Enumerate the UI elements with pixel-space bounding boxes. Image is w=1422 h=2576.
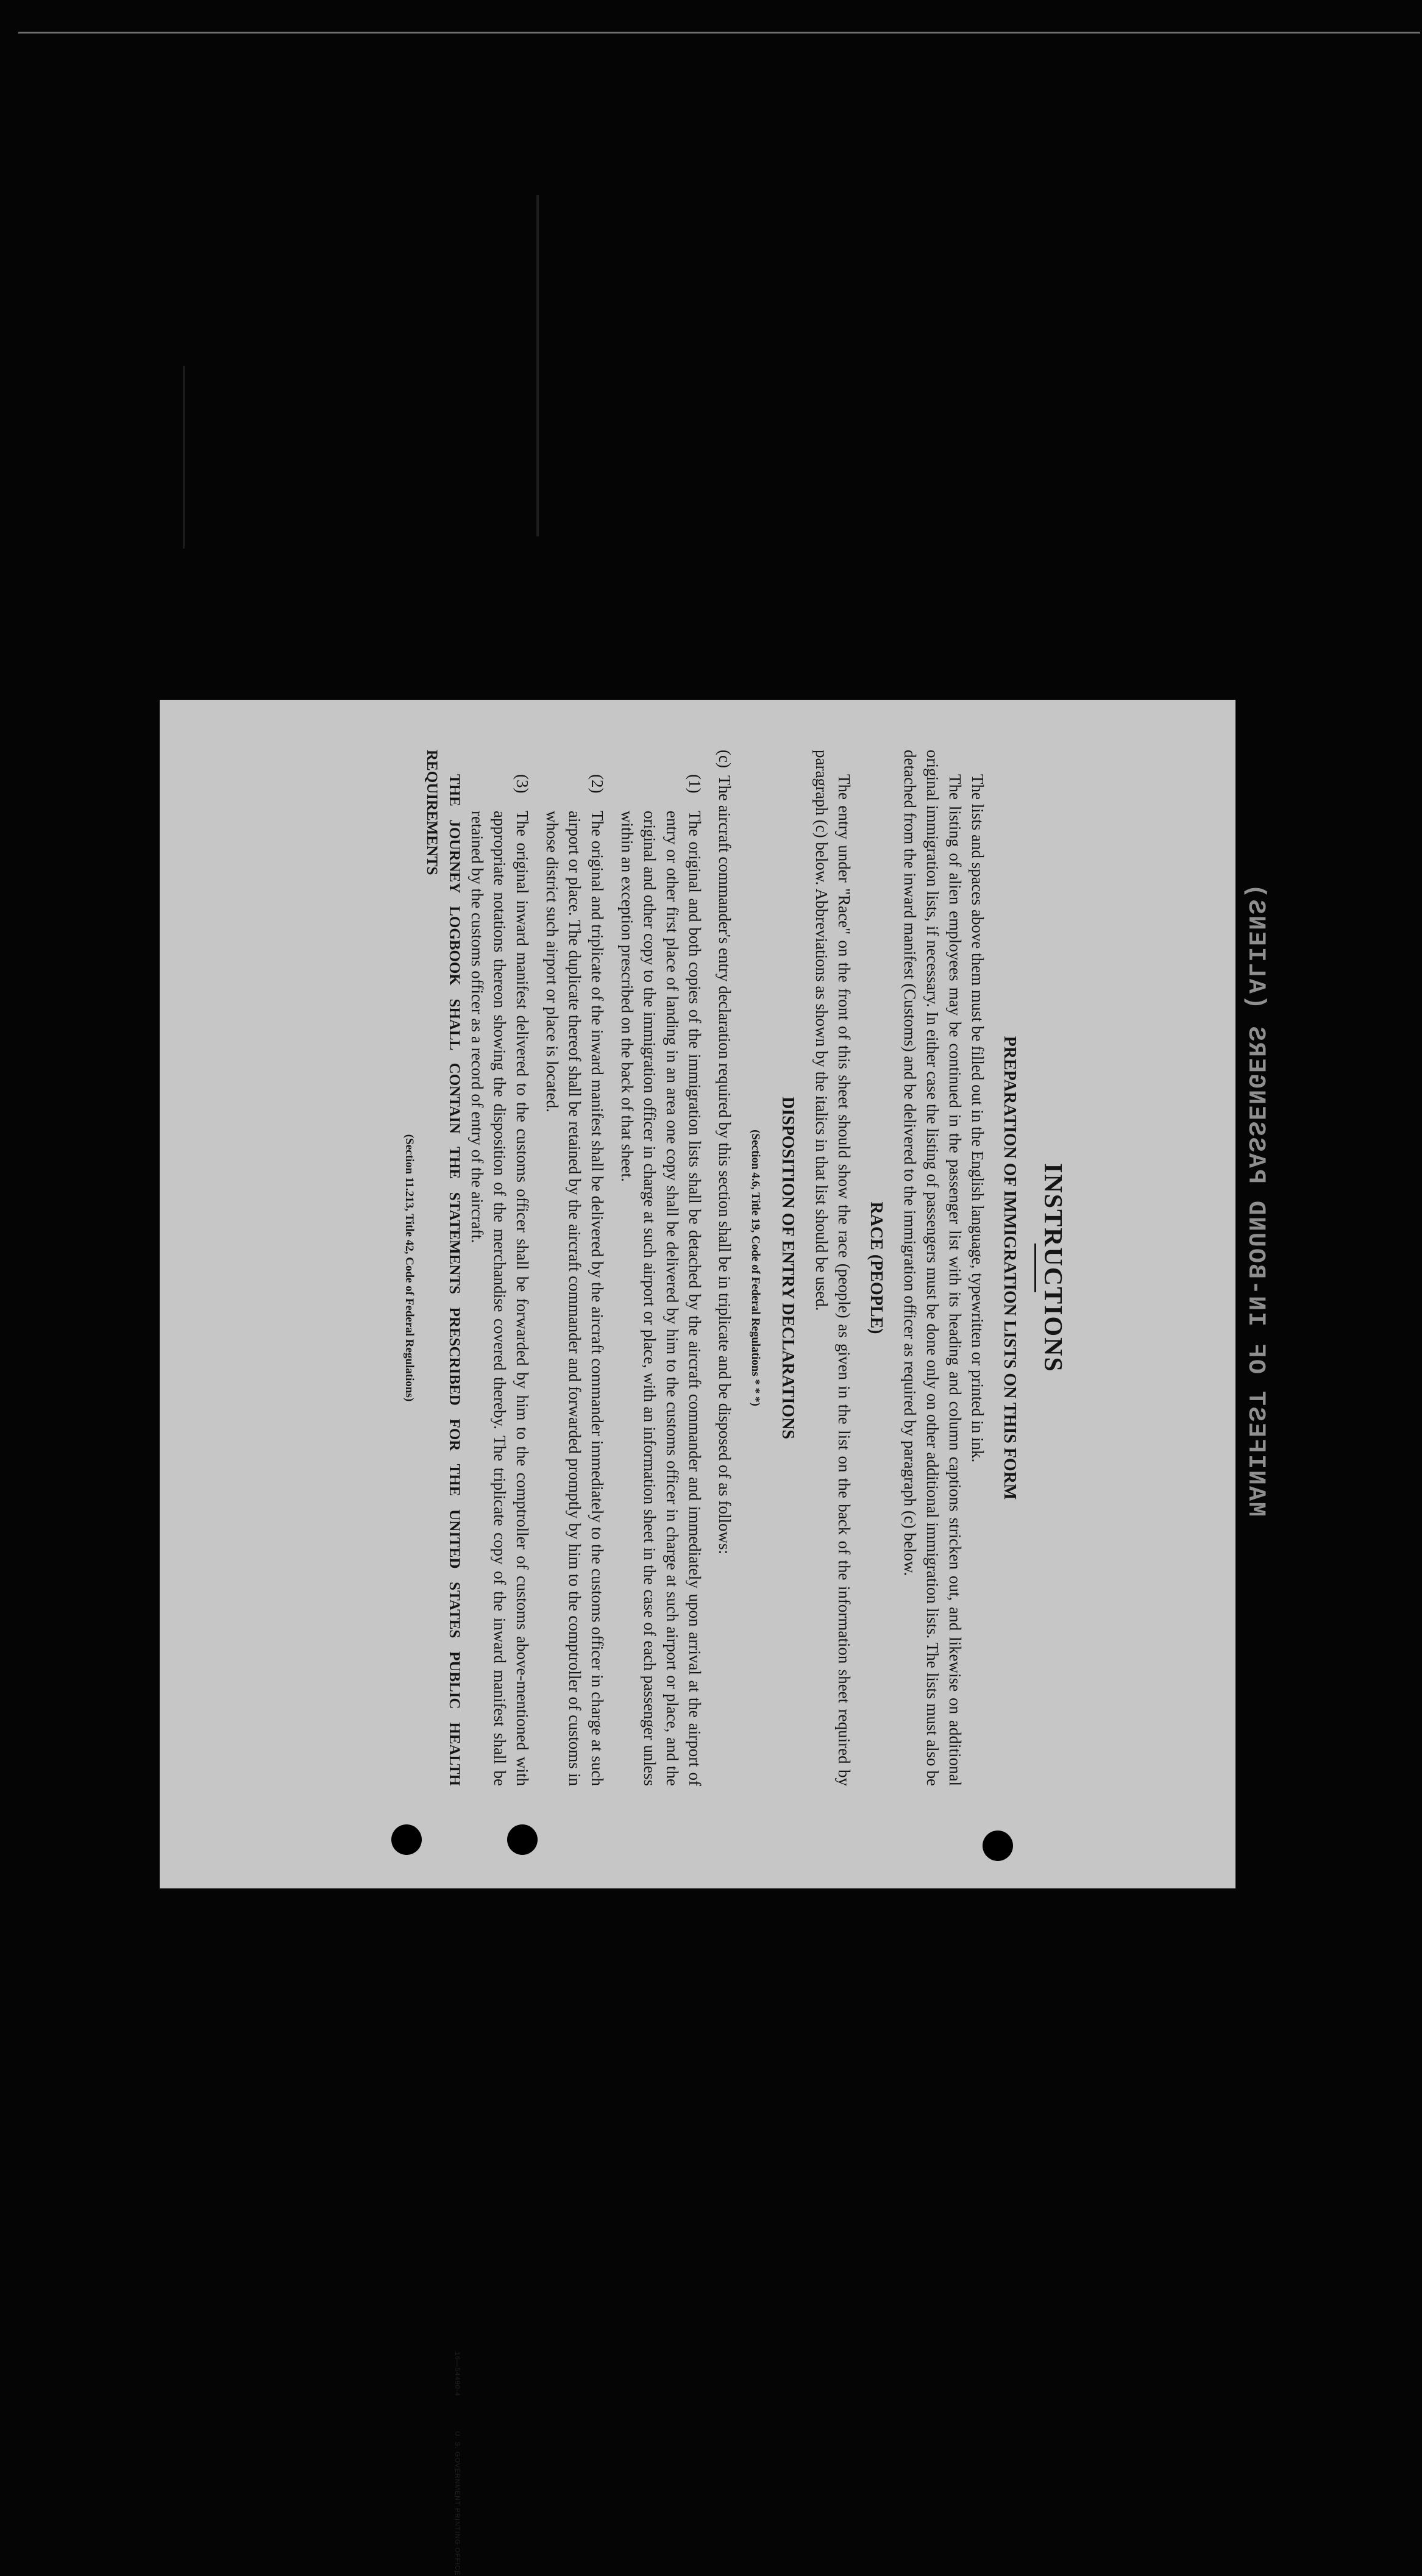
subitem bbox=[541, 774, 608, 1786]
paragraph: The lists and spaces above them must be filled out in the English language, typewritten or printed in ink. bbox=[969, 774, 987, 1463]
item-text: The aircraft commander's entry declaration required by this section shall be in triplicate and be disposed of as follows: bbox=[716, 775, 734, 1554]
title-rule bbox=[1034, 1244, 1036, 1292]
page-title: INSTRUCTIONS bbox=[1039, 1163, 1067, 1373]
punch-hole bbox=[391, 1824, 422, 1855]
subitem-number: (2) bbox=[588, 774, 606, 794]
item-label: (c) bbox=[716, 750, 734, 768]
instructions-text-block bbox=[168, 750, 1067, 1786]
form-number: 16—54490-4 U. S. GOVERNMENT PRINTING OFFICE bbox=[453, 2352, 461, 2576]
scan-streak bbox=[536, 195, 539, 536]
paragraph: The listing of alien employees may be continued in the passenger list with its heading and column captions stricken out, and likewise on additional original immigration lists, if necessary. In either case the listing of passengers must be done only on other additional immigration lists. The lists must also be detached from the inward manifest (Customs) and be delivered to the immigration officer as required by paragraph (c) below. bbox=[901, 750, 964, 1786]
subitem-text: The original inward manifest delivered to the customs officer shall be forwarded by him to the comptroller of customs above-mentioned with appropriate notations thereon showing the disposition of the merchandise covered thereby. The triplicate copy of the inward manifest shall be retained by the customs officer as a record of entry of the aircraft. bbox=[468, 811, 531, 1786]
subitem-text: The original and both copies of the immigration lists shall be detached by the aircraft commander and immediately upon arrival at the airport of entry or other first place of landing in an area one copy shall be delivered by him to the customs officer in charge at such airport or place, and the original and other copy to the immigration officer in charge at such airport or place, with an information sheet in the case of each passenger unless within an exception prescribed on the back of that sheet. bbox=[618, 811, 704, 1786]
subitem-number: (3) bbox=[513, 774, 531, 794]
journey-citation: (Section 11.213, Title 42, Code of Federal Regulations) bbox=[403, 1134, 416, 1402]
subitem-number: (1) bbox=[686, 774, 704, 794]
subitem bbox=[466, 774, 533, 1786]
paragraph: The entry under "Race" on the front of this sheet should show the race (people) as given in the list on the back of the information sheet required by paragraph (c) below. Abbreviations as shown by the italics in that list should be used. bbox=[812, 750, 853, 1786]
punch-hole bbox=[983, 1831, 1013, 1861]
subitem bbox=[616, 774, 706, 1786]
item-c bbox=[713, 750, 736, 1786]
bleed-through-text: MANIFEST OF IN-BOUND PASSENGERS (ALIENS) bbox=[1242, 882, 1269, 1517]
section-heading-preparation: PREPARATION OF IMMIGRATION LISTS ON THIS FORM bbox=[1000, 1036, 1019, 1500]
scanner-top-edge bbox=[18, 32, 1420, 34]
journey-logbook-statement: THE JOURNEY LOGBOOK SHALL CONTAIN THE STATEMENTS PRESCRIBED FOR THE UNITED STATES PUBLIC HEALTH REQUIREMENTS bbox=[424, 750, 463, 1786]
printer-imprint: U. S. GOVERNMENT PRINTING OFFICE bbox=[453, 2431, 461, 2576]
section-heading-disposition: DISPOSITION OF ENTRY DECLARATIONS bbox=[778, 1097, 797, 1439]
punch-hole bbox=[507, 1824, 538, 1855]
scan-streak bbox=[183, 366, 185, 549]
section-heading-race: RACE (PEOPLE) bbox=[867, 1201, 886, 1334]
subitem-text: The original and triplicate of the inward manifest shall be delivered by the aircraft commander immediately to the customs officer in charge at such airport or place. The duplicate thereof shall be retained by the aircraft commander and forwarded promptly by him to the comptroller of customs in whose district such airport or place is located. bbox=[543, 811, 606, 1786]
citation: (Section 4.6, Title 19, Code of Federal Regulations * * *) bbox=[749, 1130, 762, 1406]
